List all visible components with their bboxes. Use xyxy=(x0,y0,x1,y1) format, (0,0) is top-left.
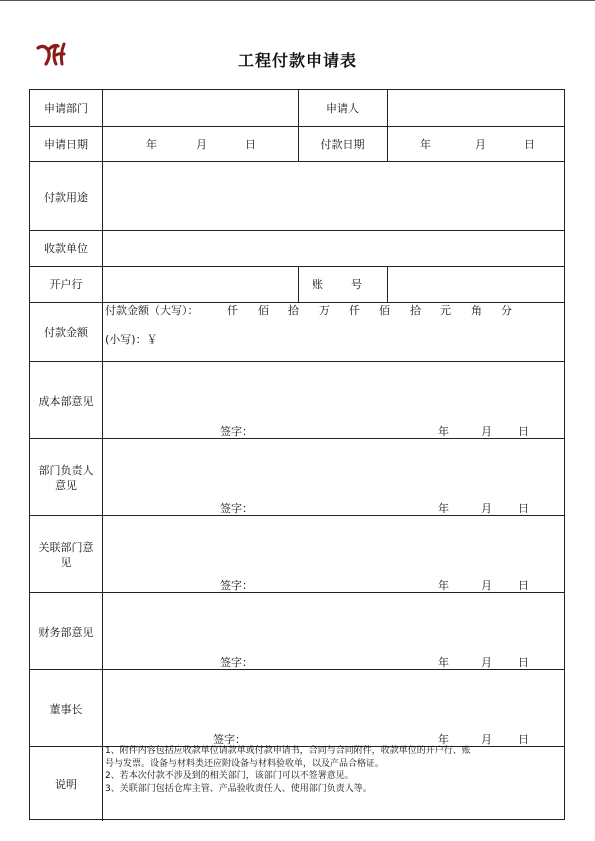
cost-dept-sign-label: 签字： xyxy=(220,425,253,438)
pay-date-month: 月 xyxy=(475,138,486,151)
amount-unit-6: 拾 xyxy=(410,304,421,317)
chairman-sign-day: 日 xyxy=(518,733,529,746)
amount-unit-0: 仟 xyxy=(227,304,238,317)
label-applicant: 申请人 xyxy=(326,102,359,115)
related-dept-sign-month: 月 xyxy=(481,579,492,592)
related-dept-sign-day: 日 xyxy=(518,579,529,592)
label-notes: 说明 xyxy=(55,778,77,791)
label-cost-dept: 成本部意见 xyxy=(38,395,94,408)
cost-dept-sign-year: 年 xyxy=(438,425,449,438)
dept-head-sign-day: 日 xyxy=(518,502,529,515)
apply-date-month: 月 xyxy=(196,138,207,151)
amount-capital-label: 付款金额（大写）： xyxy=(105,304,199,317)
finance-sign-label: 签字： xyxy=(220,656,253,669)
label-finance: 财务部意见 xyxy=(38,626,94,639)
label-account: 账 号 xyxy=(312,278,362,291)
label-pay-date: 付款日期 xyxy=(320,138,365,151)
label-purpose: 付款用途 xyxy=(44,191,88,204)
cost-dept-sign-day: 日 xyxy=(518,425,529,438)
label-payee: 收款单位 xyxy=(44,242,88,255)
pay-date-year: 年 xyxy=(420,138,431,151)
finance-sign-month: 月 xyxy=(481,656,492,669)
amount-unit-7: 元 xyxy=(440,304,451,317)
amount-unit-9: 分 xyxy=(501,304,512,317)
related-dept-sign-year: 年 xyxy=(438,579,449,592)
amount-unit-8: 角 xyxy=(471,304,482,317)
top-border xyxy=(0,0,595,1)
finance-sign-year: 年 xyxy=(438,656,449,669)
note-line: 号与发票。设备与材料类还应附设备与材料验收单，以及产品合格证。 xyxy=(105,758,385,769)
dept-head-sign-month: 月 xyxy=(481,502,492,515)
note-line: 3、关联部门包括仓库主管、产品验收责任人、使用部门负责人等。 xyxy=(105,783,372,794)
amount-unit-5: 佰 xyxy=(379,304,390,317)
label-chairman: 董事长 xyxy=(49,703,83,716)
chairman-sign-month: 月 xyxy=(481,733,492,746)
amount-unit-2: 拾 xyxy=(288,304,299,317)
chairman-sign-label: 签字： xyxy=(213,733,246,746)
cost-dept-sign-month: 月 xyxy=(481,425,492,438)
amount-unit-1: 佰 xyxy=(258,304,269,317)
finance-sign-day: 日 xyxy=(518,656,529,669)
pay-date-day: 日 xyxy=(524,138,535,151)
amount-unit-3: 万 xyxy=(319,304,330,317)
notes-text xyxy=(105,745,565,795)
dept-head-sign-year: 年 xyxy=(438,502,449,515)
label-related-dept: 关联部门意 见 xyxy=(38,541,94,569)
form-table xyxy=(29,89,565,820)
label-amount: 付款金额 xyxy=(44,326,88,339)
apply-date-day: 日 xyxy=(245,138,256,151)
note-line: 2、若本次付款不涉及到的相关部门，该部门可以不签署意见。 xyxy=(105,771,354,781)
page-title: 工程付款申请表 xyxy=(237,51,357,70)
label-apply-date: 申请日期 xyxy=(44,138,88,151)
amount-unit-4: 仟 xyxy=(349,304,360,317)
dept-head-sign-label: 签字： xyxy=(220,502,253,515)
note-line: 1、附件内容包括应收款单位请款单或付款申请书，合同与合同附件，收款单位的开户行、账 xyxy=(105,746,471,756)
related-dept-sign-label: 签字： xyxy=(220,579,253,592)
label-bank: 开户行 xyxy=(49,278,83,291)
amount-small-label: (小写)：￥ xyxy=(105,333,158,346)
label-dept-head: 部门负责人 意见 xyxy=(38,464,94,492)
label-dept: 申请部门 xyxy=(44,102,88,115)
apply-date-year: 年 xyxy=(146,138,157,151)
chairman-sign-year: 年 xyxy=(438,733,449,746)
